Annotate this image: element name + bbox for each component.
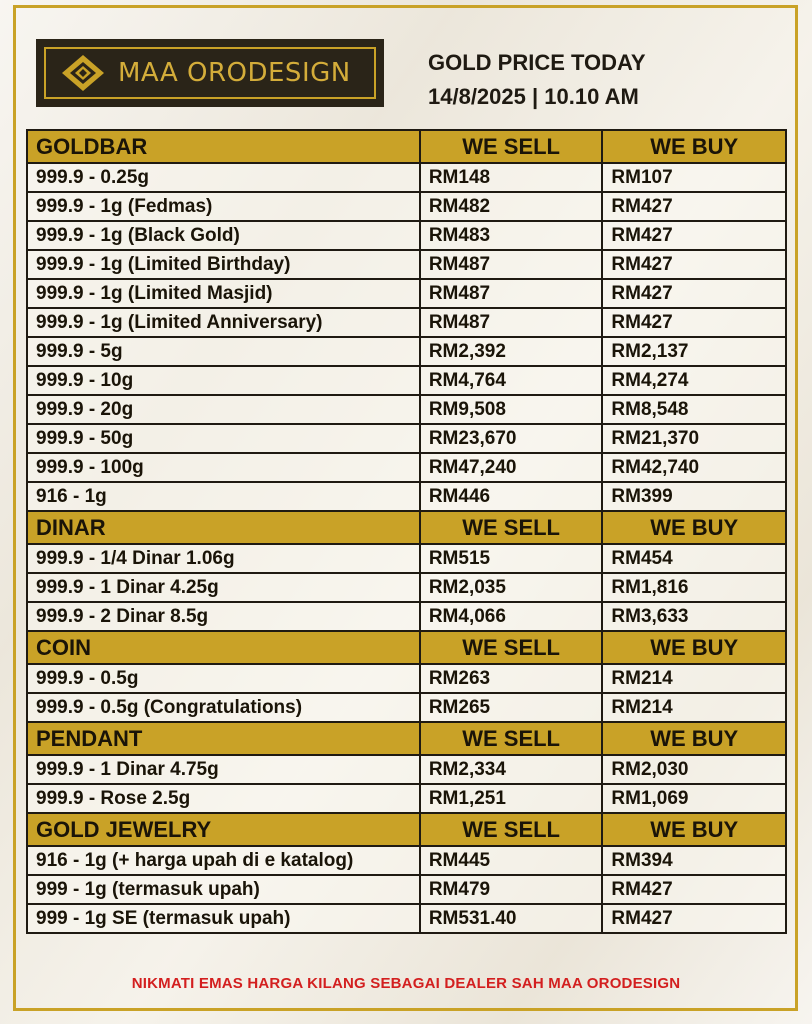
- sell-price: RM148: [420, 163, 603, 192]
- sell-price: RM1,251: [420, 784, 603, 813]
- item-name: 999.9 - 2 Dinar 8.5g: [27, 602, 420, 631]
- table-row: [27, 221, 786, 250]
- buy-price: RM394: [602, 846, 786, 875]
- sell-price: RM487: [420, 308, 603, 337]
- page-title: GOLD PRICE TODAY: [428, 50, 646, 75]
- we-buy-header: WE BUY: [602, 631, 786, 664]
- sell-price: RM47,240: [420, 453, 603, 482]
- buy-price: RM427: [602, 875, 786, 904]
- date-time: 14/8/2025 | 10.10 AM: [428, 84, 639, 109]
- item-name: 999.9 - 1 Dinar 4.25g: [27, 573, 420, 602]
- buy-price: RM214: [602, 693, 786, 722]
- sell-price: RM265: [420, 693, 603, 722]
- table-row: [27, 482, 786, 511]
- item-name: 999.9 - 1 Dinar 4.75g: [27, 755, 420, 784]
- section-title: GOLD JEWELRY: [27, 813, 420, 846]
- buy-price: RM2,137: [602, 337, 786, 366]
- we-buy-header: WE BUY: [602, 130, 786, 163]
- item-name: 916 - 1g: [27, 482, 420, 511]
- table-row: [27, 875, 786, 904]
- item-name: 999.9 - 20g: [27, 395, 420, 424]
- sell-price: RM263: [420, 664, 603, 693]
- table-row: [27, 366, 786, 395]
- we-buy-header: WE BUY: [602, 511, 786, 544]
- section-header-goldbar: [27, 130, 786, 163]
- table-row: [27, 664, 786, 693]
- buy-price: RM2,030: [602, 755, 786, 784]
- item-name: 999 - 1g SE (termasuk upah): [27, 904, 420, 933]
- buy-price: RM427: [602, 192, 786, 221]
- table-row: [27, 544, 786, 573]
- buy-price: RM3,633: [602, 602, 786, 631]
- table-row: [27, 573, 786, 602]
- section-header-coin: [27, 631, 786, 664]
- sell-price: RM2,392: [420, 337, 603, 366]
- table-row: [27, 279, 786, 308]
- section-header-dinar: [27, 511, 786, 544]
- buy-price: RM1,069: [602, 784, 786, 813]
- buy-price: RM214: [602, 664, 786, 693]
- item-name: 999.9 - 1g (Limited Anniversary): [27, 308, 420, 337]
- buy-price: RM427: [602, 250, 786, 279]
- brand-name: MAA ORODESIGN: [118, 58, 351, 88]
- item-name: 999.9 - 1g (Limited Birthday): [27, 250, 420, 279]
- we-sell-header: WE SELL: [420, 130, 603, 163]
- item-name: 999.9 - 1g (Limited Masjid): [27, 279, 420, 308]
- sell-price: RM4,066: [420, 602, 603, 631]
- sell-price: RM483: [420, 221, 603, 250]
- table-row: [27, 250, 786, 279]
- item-name: 999 - 1g (termasuk upah): [27, 875, 420, 904]
- sell-price: RM446: [420, 482, 603, 511]
- section-header-gold-jewelry: [27, 813, 786, 846]
- sell-price: RM2,035: [420, 573, 603, 602]
- sell-price: RM4,764: [420, 366, 603, 395]
- table-row: [27, 846, 786, 875]
- item-name: 999.9 - 100g: [27, 453, 420, 482]
- sell-price: RM9,508: [420, 395, 603, 424]
- price-table: [26, 129, 787, 934]
- section-title: PENDANT: [27, 722, 420, 755]
- we-sell-header: WE SELL: [420, 722, 603, 755]
- buy-price: RM427: [602, 308, 786, 337]
- diamond-logo-icon: [60, 53, 106, 93]
- sell-price: RM23,670: [420, 424, 603, 453]
- section-title: COIN: [27, 631, 420, 664]
- table-row: [27, 904, 786, 933]
- we-sell-header: WE SELL: [420, 813, 603, 846]
- section-title: GOLDBAR: [27, 130, 420, 163]
- item-name: 916 - 1g (+ harga upah di e katalog): [27, 846, 420, 875]
- table-row: [27, 163, 786, 192]
- sell-price: RM487: [420, 250, 603, 279]
- buy-price: RM4,274: [602, 366, 786, 395]
- item-name: 999.9 - 1/4 Dinar 1.06g: [27, 544, 420, 573]
- table-row: [27, 755, 786, 784]
- we-sell-header: WE SELL: [420, 631, 603, 664]
- buy-price: RM107: [602, 163, 786, 192]
- table-row: [27, 424, 786, 453]
- section-header-pendant: [27, 722, 786, 755]
- buy-price: RM21,370: [602, 424, 786, 453]
- item-name: 999.9 - 0.5g (Congratulations): [27, 693, 420, 722]
- item-name: 999.9 - 50g: [27, 424, 420, 453]
- table-row: [27, 337, 786, 366]
- item-name: 999.9 - 1g (Fedmas): [27, 192, 420, 221]
- brand-logo: [36, 39, 384, 107]
- item-name: 999.9 - 0.25g: [27, 163, 420, 192]
- buy-price: RM427: [602, 279, 786, 308]
- sell-price: RM479: [420, 875, 603, 904]
- sell-price: RM487: [420, 279, 603, 308]
- item-name: 999.9 - 5g: [27, 337, 420, 366]
- buy-price: RM427: [602, 221, 786, 250]
- table-row: [27, 453, 786, 482]
- buy-price: RM8,548: [602, 395, 786, 424]
- item-name: 999.9 - Rose 2.5g: [27, 784, 420, 813]
- sell-price: RM531.40: [420, 904, 603, 933]
- buy-price: RM427: [602, 904, 786, 933]
- table-row: [27, 308, 786, 337]
- footer-note: NIKMATI EMAS HARGA KILANG SEBAGAI DEALER SAH MAA ORODESIGN: [131, 975, 681, 992]
- table-row: [27, 693, 786, 722]
- item-name: 999.9 - 1g (Black Gold): [27, 221, 420, 250]
- table-row: [27, 192, 786, 221]
- we-buy-header: WE BUY: [602, 813, 786, 846]
- sell-price: RM482: [420, 192, 603, 221]
- buy-price: RM454: [602, 544, 786, 573]
- we-sell-header: WE SELL: [420, 511, 603, 544]
- buy-price: RM42,740: [602, 453, 786, 482]
- sell-price: RM515: [420, 544, 603, 573]
- table-row: [27, 395, 786, 424]
- item-name: 999.9 - 10g: [27, 366, 420, 395]
- buy-price: RM399: [602, 482, 786, 511]
- table-row: [27, 602, 786, 631]
- we-buy-header: WE BUY: [602, 722, 786, 755]
- section-title: DINAR: [27, 511, 420, 544]
- item-name: 999.9 - 0.5g: [27, 664, 420, 693]
- sell-price: RM445: [420, 846, 603, 875]
- buy-price: RM1,816: [602, 573, 786, 602]
- sell-price: RM2,334: [420, 755, 603, 784]
- table-row: [27, 784, 786, 813]
